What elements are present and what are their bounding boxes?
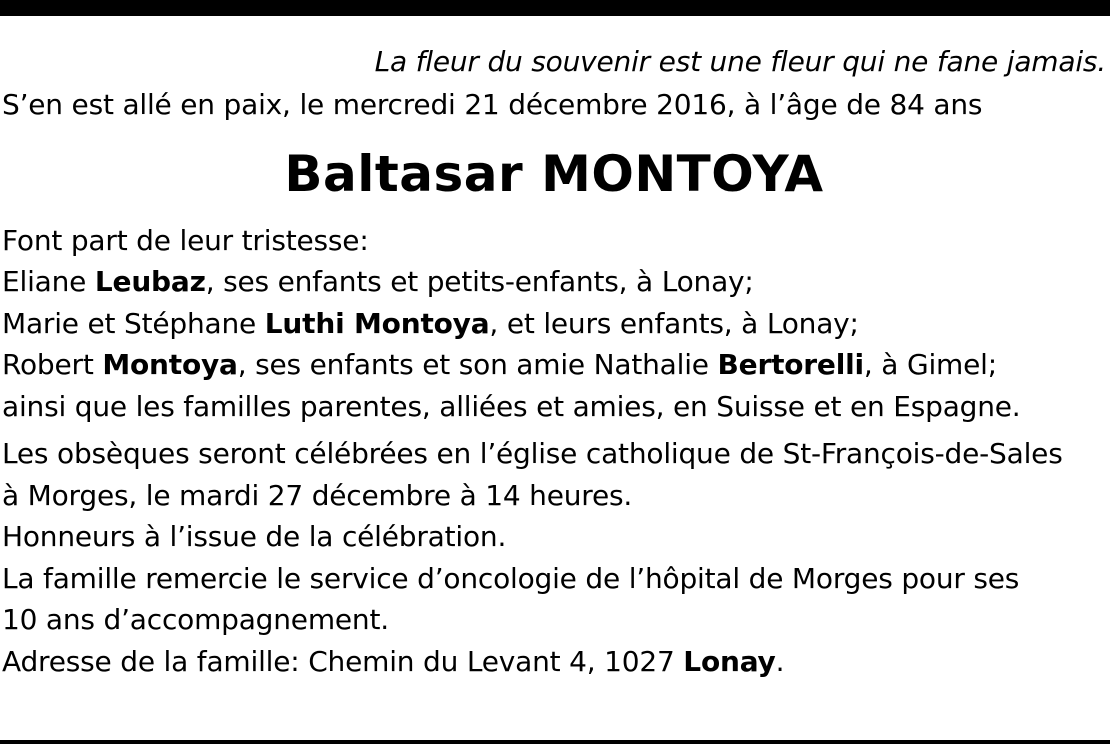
family-address (2, 641, 1106, 683)
family-line-text: , à Gimel; (863, 348, 997, 381)
top-border-rule (0, 0, 1110, 16)
thanks-note: La famille remercie le service d’oncologie de l’hôpital de Morges pour ses (2, 561, 1020, 595)
funeral-details: Les obsèques seront célébrées en l’église catholique de St-François-de-Sales (2, 437, 1063, 470)
family-line (2, 344, 1106, 386)
family-line-text: Eliane (2, 265, 95, 298)
obituary-notice (2, 40, 1106, 682)
address-label: Adresse de la famille: Chemin du Levant 4, 1027 (2, 644, 684, 678)
epigraph: La fleur du souvenir est une fleur qui ne fane jamais. (374, 45, 1106, 78)
family-line-text: , et leurs enfants, à Lonay; (489, 306, 859, 340)
address-city: Lonay (683, 644, 776, 678)
address-end: . (775, 644, 785, 678)
funeral-details: à Morges, le mardi 27 décembre à 14 heures. (2, 478, 633, 512)
family-line-text: , ses enfants et son amie Nathalie (237, 348, 718, 381)
death-announcement: S’en est allé en paix, le mercredi 21 décembre 2016, à l’âge de 84 ans (2, 88, 983, 121)
bottom-border-rule (0, 740, 1110, 744)
family-line-text: Robert (2, 348, 103, 381)
family-line-text: Marie et Stéphane (2, 306, 265, 340)
deceased-name: Baltasar MONTOYA (284, 144, 824, 203)
thanks-note: 10 ans d’accompagnement. (2, 603, 389, 636)
family-line (2, 261, 1106, 303)
honours-note: Honneurs à l’issue de la célébration. (2, 520, 507, 553)
family-surname: Luthi Montoya (264, 306, 490, 340)
family-surname: Montoya (102, 348, 238, 381)
family-surname: Leubaz (94, 265, 206, 298)
family-closing: ainsi que les familles parentes, alliées et amies, en Suisse et en Espagne. (2, 389, 1021, 423)
family-surname: Bertorelli (717, 348, 864, 381)
family-intro: Font part de leur tristesse: (2, 223, 369, 257)
family-line-text: , ses enfants et petits-enfants, à Lonay; (205, 265, 754, 298)
family-line (2, 303, 1106, 345)
